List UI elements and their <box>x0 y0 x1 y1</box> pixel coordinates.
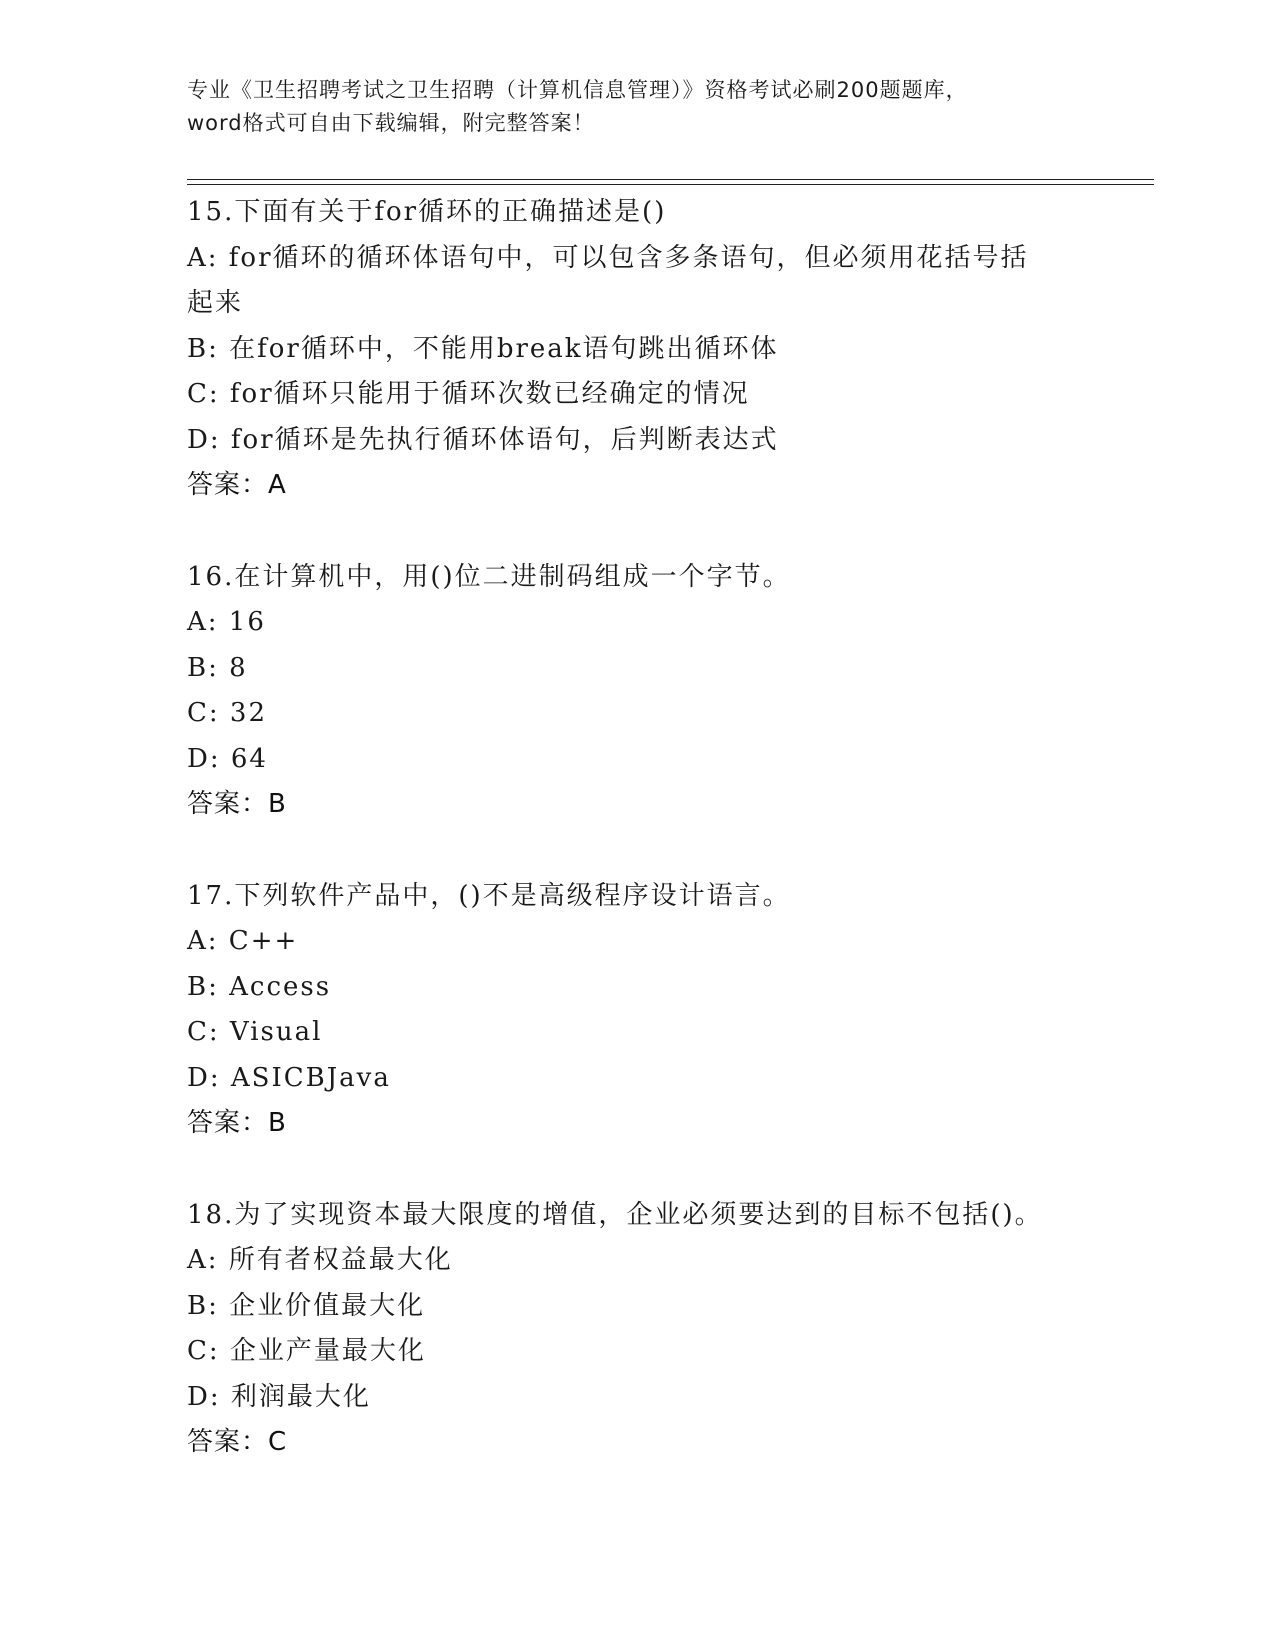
header-title-line-1: 专业《卫生招聘考试之卫生招聘（计算机信息管理）》资格考试必刷200题题库， <box>187 78 968 102</box>
answer-line: 答案：B <box>187 789 287 819</box>
option-b: B: 企业价值最大化 <box>187 1290 426 1321</box>
question-15 <box>187 190 1087 509</box>
question-18 <box>187 1193 1087 1466</box>
document-header <box>187 74 1067 140</box>
option-a: A: 所有者权益最大化 <box>187 1245 453 1275</box>
option-c: C: Visual <box>187 1017 323 1047</box>
option-b: B: Access <box>187 971 332 1002</box>
option-c: C: 企业产量最大化 <box>187 1336 426 1366</box>
question-stem: 18.为了实现资本最大限度的增值，企业必须要达到的目标不包括()。 <box>187 1199 1043 1230</box>
option-a: A: for循环的循环体语句中，可以包含多条语句，但必须用花括号括 <box>187 242 1029 273</box>
header-divider-top <box>187 179 1154 180</box>
option-c: C: for循环只能用于循环次数已经确定的情况 <box>187 379 750 409</box>
answer-line: 答案：A <box>187 470 287 500</box>
question-stem: 16.在计算机中，用()位二进制码组成一个字节。 <box>187 561 791 592</box>
answer-line: 答案：B <box>187 1108 287 1138</box>
header-divider-bottom <box>187 184 1154 185</box>
header-title-line-2: word格式可自由下载编辑，附完整答案！ <box>187 111 595 135</box>
question-16 <box>187 555 1087 828</box>
option-a: A: 16 <box>187 607 266 637</box>
option-d: D: for循环是先执行循环体语句，后判断表达式 <box>187 424 779 455</box>
question-17 <box>187 874 1087 1147</box>
answer-line: 答案：C <box>187 1427 288 1457</box>
option-d: D: ASICBJava <box>187 1062 391 1093</box>
option-c: C: 32 <box>187 698 268 728</box>
option-d: D: 利润最大化 <box>187 1381 371 1412</box>
option-d: D: 64 <box>187 743 268 774</box>
question-stem: 15.下面有关于for循环的正确描述是() <box>187 197 667 227</box>
question-stem: 17.下列软件产品中，()不是高级程序设计语言。 <box>187 880 791 911</box>
option-b: B: 8 <box>187 652 248 683</box>
option-b: B: 在for循环中，不能用break语句跳出循环体 <box>187 333 779 364</box>
question-list <box>187 190 1087 1512</box>
option-a: A: C++ <box>187 926 299 956</box>
option-a-continued: 起来 <box>187 288 244 318</box>
